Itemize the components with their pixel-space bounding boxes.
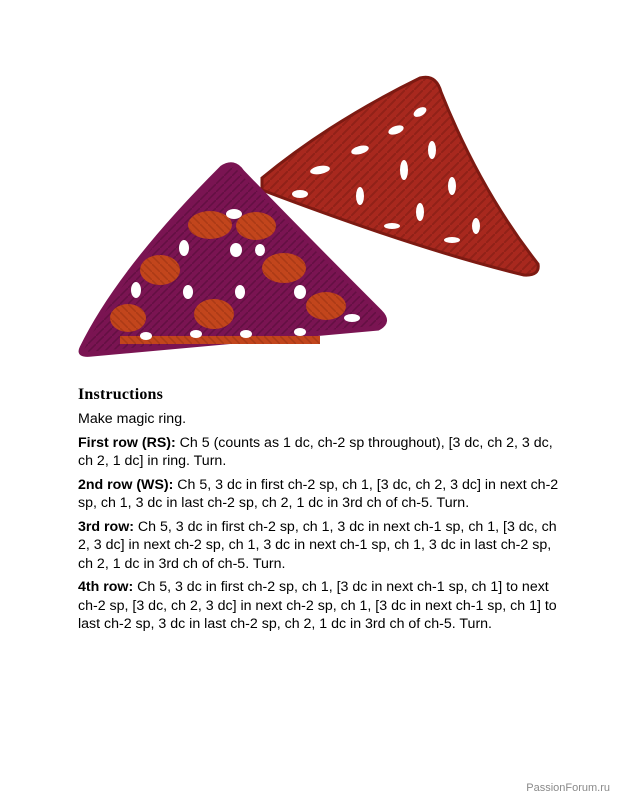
row-label: 3rd row: — [78, 518, 134, 535]
watermark: PassionForum.ru — [526, 782, 610, 794]
intro-text: Make magic ring. — [78, 411, 187, 427]
row-text: Ch 5, 3 dc in first ch-2 sp, ch 1, [3 dc, ch 2, 3 dc] in next ch-2 sp, ch 1, 3 dc in last ch-2 sp, ch 2, 1 dc in 3rd ch of ch-5. Turn. — [78, 476, 559, 511]
row-label: 4th row: — [78, 579, 134, 595]
row-instruction — [78, 434, 568, 471]
row-instruction — [78, 518, 568, 574]
row-instruction — [78, 578, 568, 634]
instructions-section — [78, 386, 568, 639]
row-text: Ch 5, 3 dc in first ch-2 sp, ch 1, 3 dc in next ch-1 sp, ch 1, [3 dc, ch 2, 3 dc] in next ch-2 sp, ch 1, 3 dc in next ch-1 sp, ch 1, 3 dc in last ch-2 sp, ch 2, 1 dc in 3rd ch of ch-5. Turn. — [78, 518, 557, 572]
row-label: First row (RS): — [78, 434, 176, 451]
row-label: 2nd row (WS): — [78, 476, 174, 493]
row-text: Ch 5, 3 dc in first ch-2 sp, ch 1, [3 dc in next ch-1 sp, ch 1] to next ch-2 sp, [3 dc, ch 2, 3 dc] in next ch-2 sp, ch 1, [3 dc in next ch-1 sp, ch 1] to last ch-2 sp, 3 dc in last ch-2 sp, ch 2, 1 dc in 3rd ch of ch-5. Turn. — [78, 579, 557, 632]
row-instruction — [78, 476, 568, 513]
instructions-heading: Instructions — [78, 386, 164, 403]
crochet-photo — [0, 0, 618, 370]
row-text: Ch 5 (counts as 1 dc, ch-2 sp throughout), [3 dc, ch 2, 3 dc, ch 2, 1 dc] in ring. Turn. — [78, 434, 553, 469]
